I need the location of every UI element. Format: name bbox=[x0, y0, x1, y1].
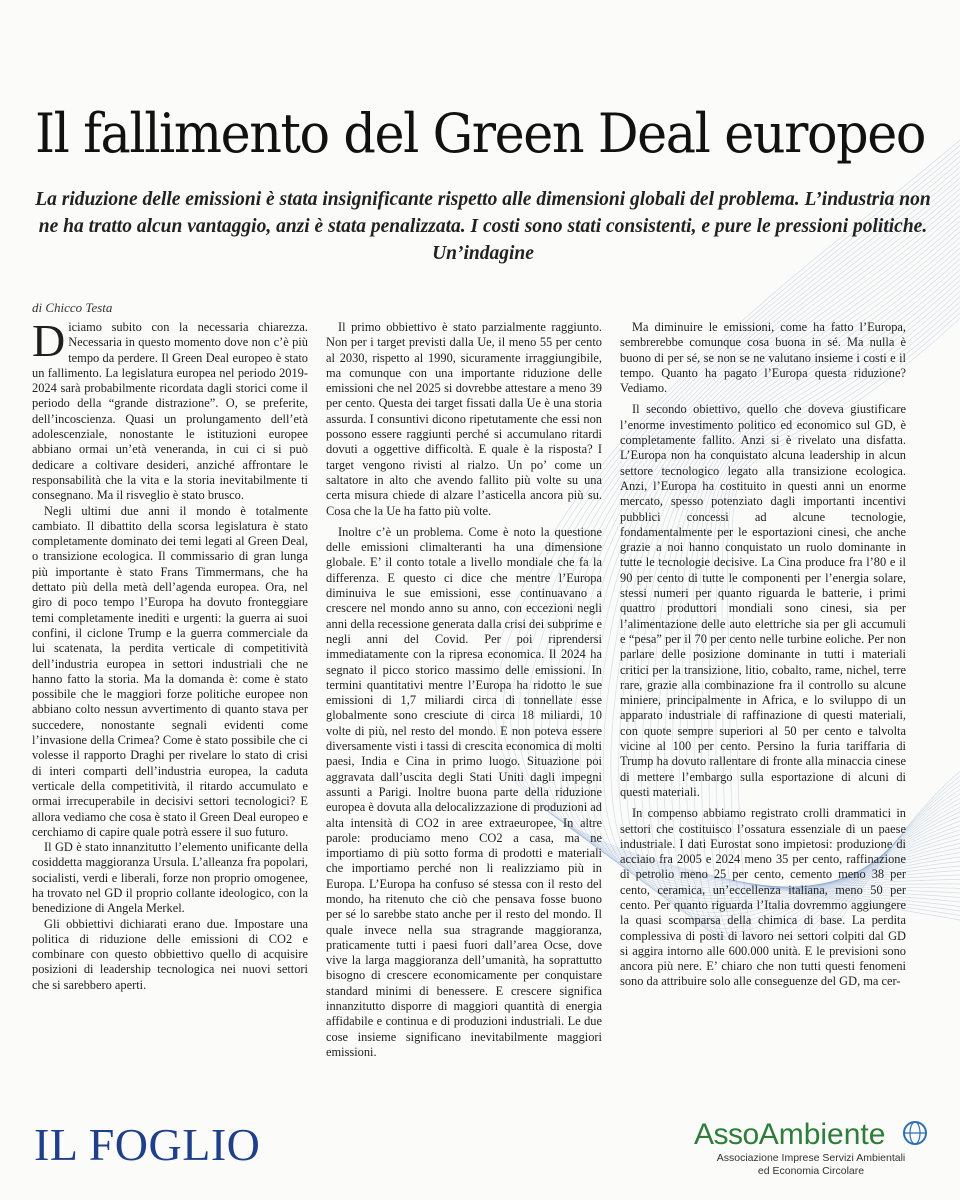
article-subtitle: La riduzione delle emissioni è stata insignificante rispetto alle dimensioni globali del problema. L’industria non ne ha tratto alcun vantaggio, anzi è stata penalizzata. I costi sono stati consistenti, e pure le pressioni politiche. Un’indagine bbox=[35, 189, 931, 264]
article-column-2 bbox=[326, 320, 602, 1060]
paragraph: Negli ultimi due anni il mondo è totalmente cambiato. Il dibattito della scorsa legislatura è stato completamente dominato dei temi legati al Green Deal, o transizione ecologica. Il commissario di gran lunga più importante è stato Frans Timmermans, che ha dettato più della metà dell’agenda europea. Ora, nel giro di poco tempo l’Europa ha dovuto fronteggiare temi completamente inediti e urgenti: la guerra ai suoi confini, il ciclone Trump e la guerra commerciale da lui scatenata, la perdita verticale di competitività dell’industria europea in settori industriali che ne hanno fatto la storia. Ma la domanda è: come è stato possibile che le maggiori forze politiche europee non abbiano colto nessun avvertimento di quanto stava per succedere, nonostante segnali evidenti come l’invasione della Crimea? Come è stato possibile che ci volesse il rapporto Draghi per rivelare lo stato di crisi di interi comparti dell’industria europea, la caduta verticale della competitività, il ritardo accumulato e ormai irrecuperabile in decisivi settori tecnologici? E allora vediamo che cosa è stato il Green Deal europeo e cerchiamo di capire quale potrà essere il suo futuro. bbox=[32, 503, 308, 839]
paragraph: In compenso abbiamo registrato crolli drammatici in settori che costituisco l’ossatura essenziale di un paese industriale. I dati Eurostat sono impietosi: produzione di acciaio fra 2005 e 2024 meno 35 per cento, raffinazione di petrolio meno 25 per cento, cemento meno 38 per cento, ceramica, un’eccellenza italiana, meno 50 per cento. Per quanto riguarda l’Italia dovremmo aggiungere la quasi scomparsa della chimica di base. La perdita complessiva di posti di lavoro nei settori colpiti dal GD si aggira intorno alle 600.000 unità. E le previsioni sono ancora più nere. E’ chiaro che non tutti questi fenomeni sono da attribuire solo alle conseguenze del GD, ma cer- bbox=[620, 806, 906, 989]
article-title: Il fallimento del Green Deal europeo bbox=[34, 102, 926, 165]
paragraph: Il primo obbiettivo è stato parzialmente raggiunto. Non per i target previsti dalla Ue, il meno 55 per cento al 2030, rispetto al 1990, sicuramente irraggiungibile, ma comunque con una importante riduzione delle emissioni che nel 2025 si dovrebbe attestare a meno 39 per cento. Questa dei target fissati dalla Ue è una storia assurda. I consuntivi dicono ripetutamente che essi non possono essere raggiunti perché si accumulano ritardi dovuti a oggettive difficoltà. E quale è la risposta? I target vengono rivisti al rialzo. Un po’ come un saltatore in alto che avendo fallito più volte su una certa misura chiede di alzare l’asticella ancora più su. Cosa che la Ue ha fatto più volte. bbox=[326, 320, 602, 518]
paragraph: Il GD è stato innanzitutto l’elemento unificante della cosiddetta maggioranza Ursula. L’alleanza fra popolari, socialisti, verdi e liberali, forze non proprio omogenee, ha trovato nel GD il proprio collante ideologico, con la benedizione di Angela Merkel. bbox=[32, 840, 308, 916]
il-foglio-logo: IL FOGLIO bbox=[34, 1119, 261, 1170]
paragraph-text: iciamo subito con la necessaria chiarezza. Necessaria in questo momento dove non c’è più tempo da perdere. Il Green Deal europeo è stato un fallimento. La legislatura europea nel periodo 2019-2024 sarà probabilmente ricordata dagli storici come il periodo della “grande distrazione”. O, se preferite, dell’incoscienza. Quasi un prolungamento dell’età adolescenziale, nonostante le istituzioni europee abbiano ormai un’età veneranda, in cui ci si può dedicare a coltivare desideri, anziché affrontare le responsabilità che la vita e la storia inevitabilmente ti consegnano. Ma il risveglio è stato brusco. bbox=[32, 320, 308, 503]
paragraph bbox=[32, 315, 308, 504]
article-byline: di Chicco Testa bbox=[32, 300, 113, 315]
wordmark-part1: Asso bbox=[694, 1118, 759, 1151]
paragraph: Ma diminuire le emissioni, come ha fatto l’Europa, sembrerebbe comunque cosa buona in sé. Ma nulla è buono di per sé, se non se ne valutano insieme i costi e il tempo. Quanto ha pagato l’Europa questa riduzione? Vediamo. bbox=[620, 320, 906, 396]
globe-icon bbox=[902, 1120, 928, 1146]
drop-cap: D bbox=[32, 315, 66, 366]
wordmark-part2: Ambiente bbox=[758, 1118, 886, 1151]
paragraph: Inoltre c’è un problema. Come è noto la questione delle emissioni climalteranti ha una dimensione globale. E’ il conto totale a livello mondiale che fa la differenza. E questo ci dice che mentre l’Europa diminuiva le sue emissioni, esse continuavano a crescere nel mondo anno su anno, con eccezioni negli anni della recessione generata dalla crisi dei subprime e negli anni del Covid. Per poi riprendersi immediatamente con la ripresa economica. Il 2024 ha segnato il picco storico massimo delle emissioni. In termini quantitativi mentre l’Europa ha ridotto le sue emissioni di 1,7 miliardi circa di tonnellate esse globalmente sono cresciute di circa 18 miliardi, 10 volte di più, nel resto del mondo. E non poteva essere diversamente visti i tassi di crescita economica di molti paesi, India e Cina in primo luogo. Situazione poi aggravata dall’uscita degli Stati Uniti dagli impegni assunti a Parigi. Inoltre buona parte della riduzione europea è dovuta alla delocalizzazione di produzioni ad alta intensità di CO2 in aree extraeuropee, In altre parole: produciamo meno CO2 a casa, ma ne importiamo di più sotto forma di prodotti e materiali che importiamo perché non li realizziamo più in Europa. L’Europa ha confuso sé stessa con il resto del mondo, ha ritenuto che ciò che pensava fosse buono per sé lo sarebbe stato anche per il resto del mondo. Il quale invece nella sua stragrande maggioranza, praticamente tutti i paesi fuori dall’area Ocse, dove vive la larga maggioranza dell’umanità, ha soprattutto bisogno di crescere economicamente per conquistare standard minimi di benessere. E crescere significa innanzitutto disporre di maggiori quantità di energia affidabile e continua e di produzioni industriali. Le due cose insieme significano inevitabilmente maggiori emissioni. bbox=[326, 524, 602, 1059]
assoambiente-tagline-1: Associazione Imprese Servizi Ambientali bbox=[716, 1152, 906, 1164]
article-column-3 bbox=[620, 320, 906, 990]
assoambiente-wordmark bbox=[694, 1118, 934, 1152]
article-column-1 bbox=[32, 315, 308, 993]
assoambiente-logo bbox=[694, 1118, 934, 1178]
assoambiente-tagline-2: ed Economia Circolare bbox=[757, 1165, 865, 1177]
paragraph: Il secondo obiettivo, quello che doveva giustificare l’enorme investimento politico ed economico sul GD, è completamente fallito. Anzi si è rivelato una disfatta. L’Europa non ha conquistato alcuna leadership in alcun settore tecnologico legato alla transizione ecologica. Anzi, l’Europa ha costituito in questi anni un enorme mercato, spesso potenziato dagli importanti incentivi pubblici concessi ad alcune tecnologie, fondamentalmente per le esportazioni cinesi, che anche grazie a noi hanno conquistato un ruolo dominante in tutte le tecnologie decisive. La Cina produce fra l’80 e il 90 per cento di tutte le componenti per l’energia solare, stessi numeri per quanto riguarda le batterie, i primi quattro produttori mondiali sono cinesi, sia per l’alimentazione delle auto elettriche sia per gli accumuli e “pesa” per il 70 per cento nelle turbine eoliche. Per non parlare delle posizione dominante in tutti i materiali critici per la transizione, litio, cobalto, rame, nichel, terre rare, grazie alla combinazione fra il controllo su alcune miniere, principalmente in Africa, e lo sviluppo di un apparato industriale di raffinazione di questi materiali, con quote sempre superiori al 50 per cento e talvolta vicine al 100 per cento. Persino la furia tariffaria di Trump ha dovuto rallentare di fronte alla minaccia cinese di mettere l’embargo sulla esportazione di alcuni di questi materiali. bbox=[620, 402, 906, 799]
paragraph: Gli obbiettivi dichiarati erano due. Impostare una politica di riduzione delle emissioni di CO2 e combinare con questo obbiettivo quello di acquisire posizioni di leadership tecnologica nei nuovi settori che si sarebbero aperti. bbox=[32, 916, 308, 992]
